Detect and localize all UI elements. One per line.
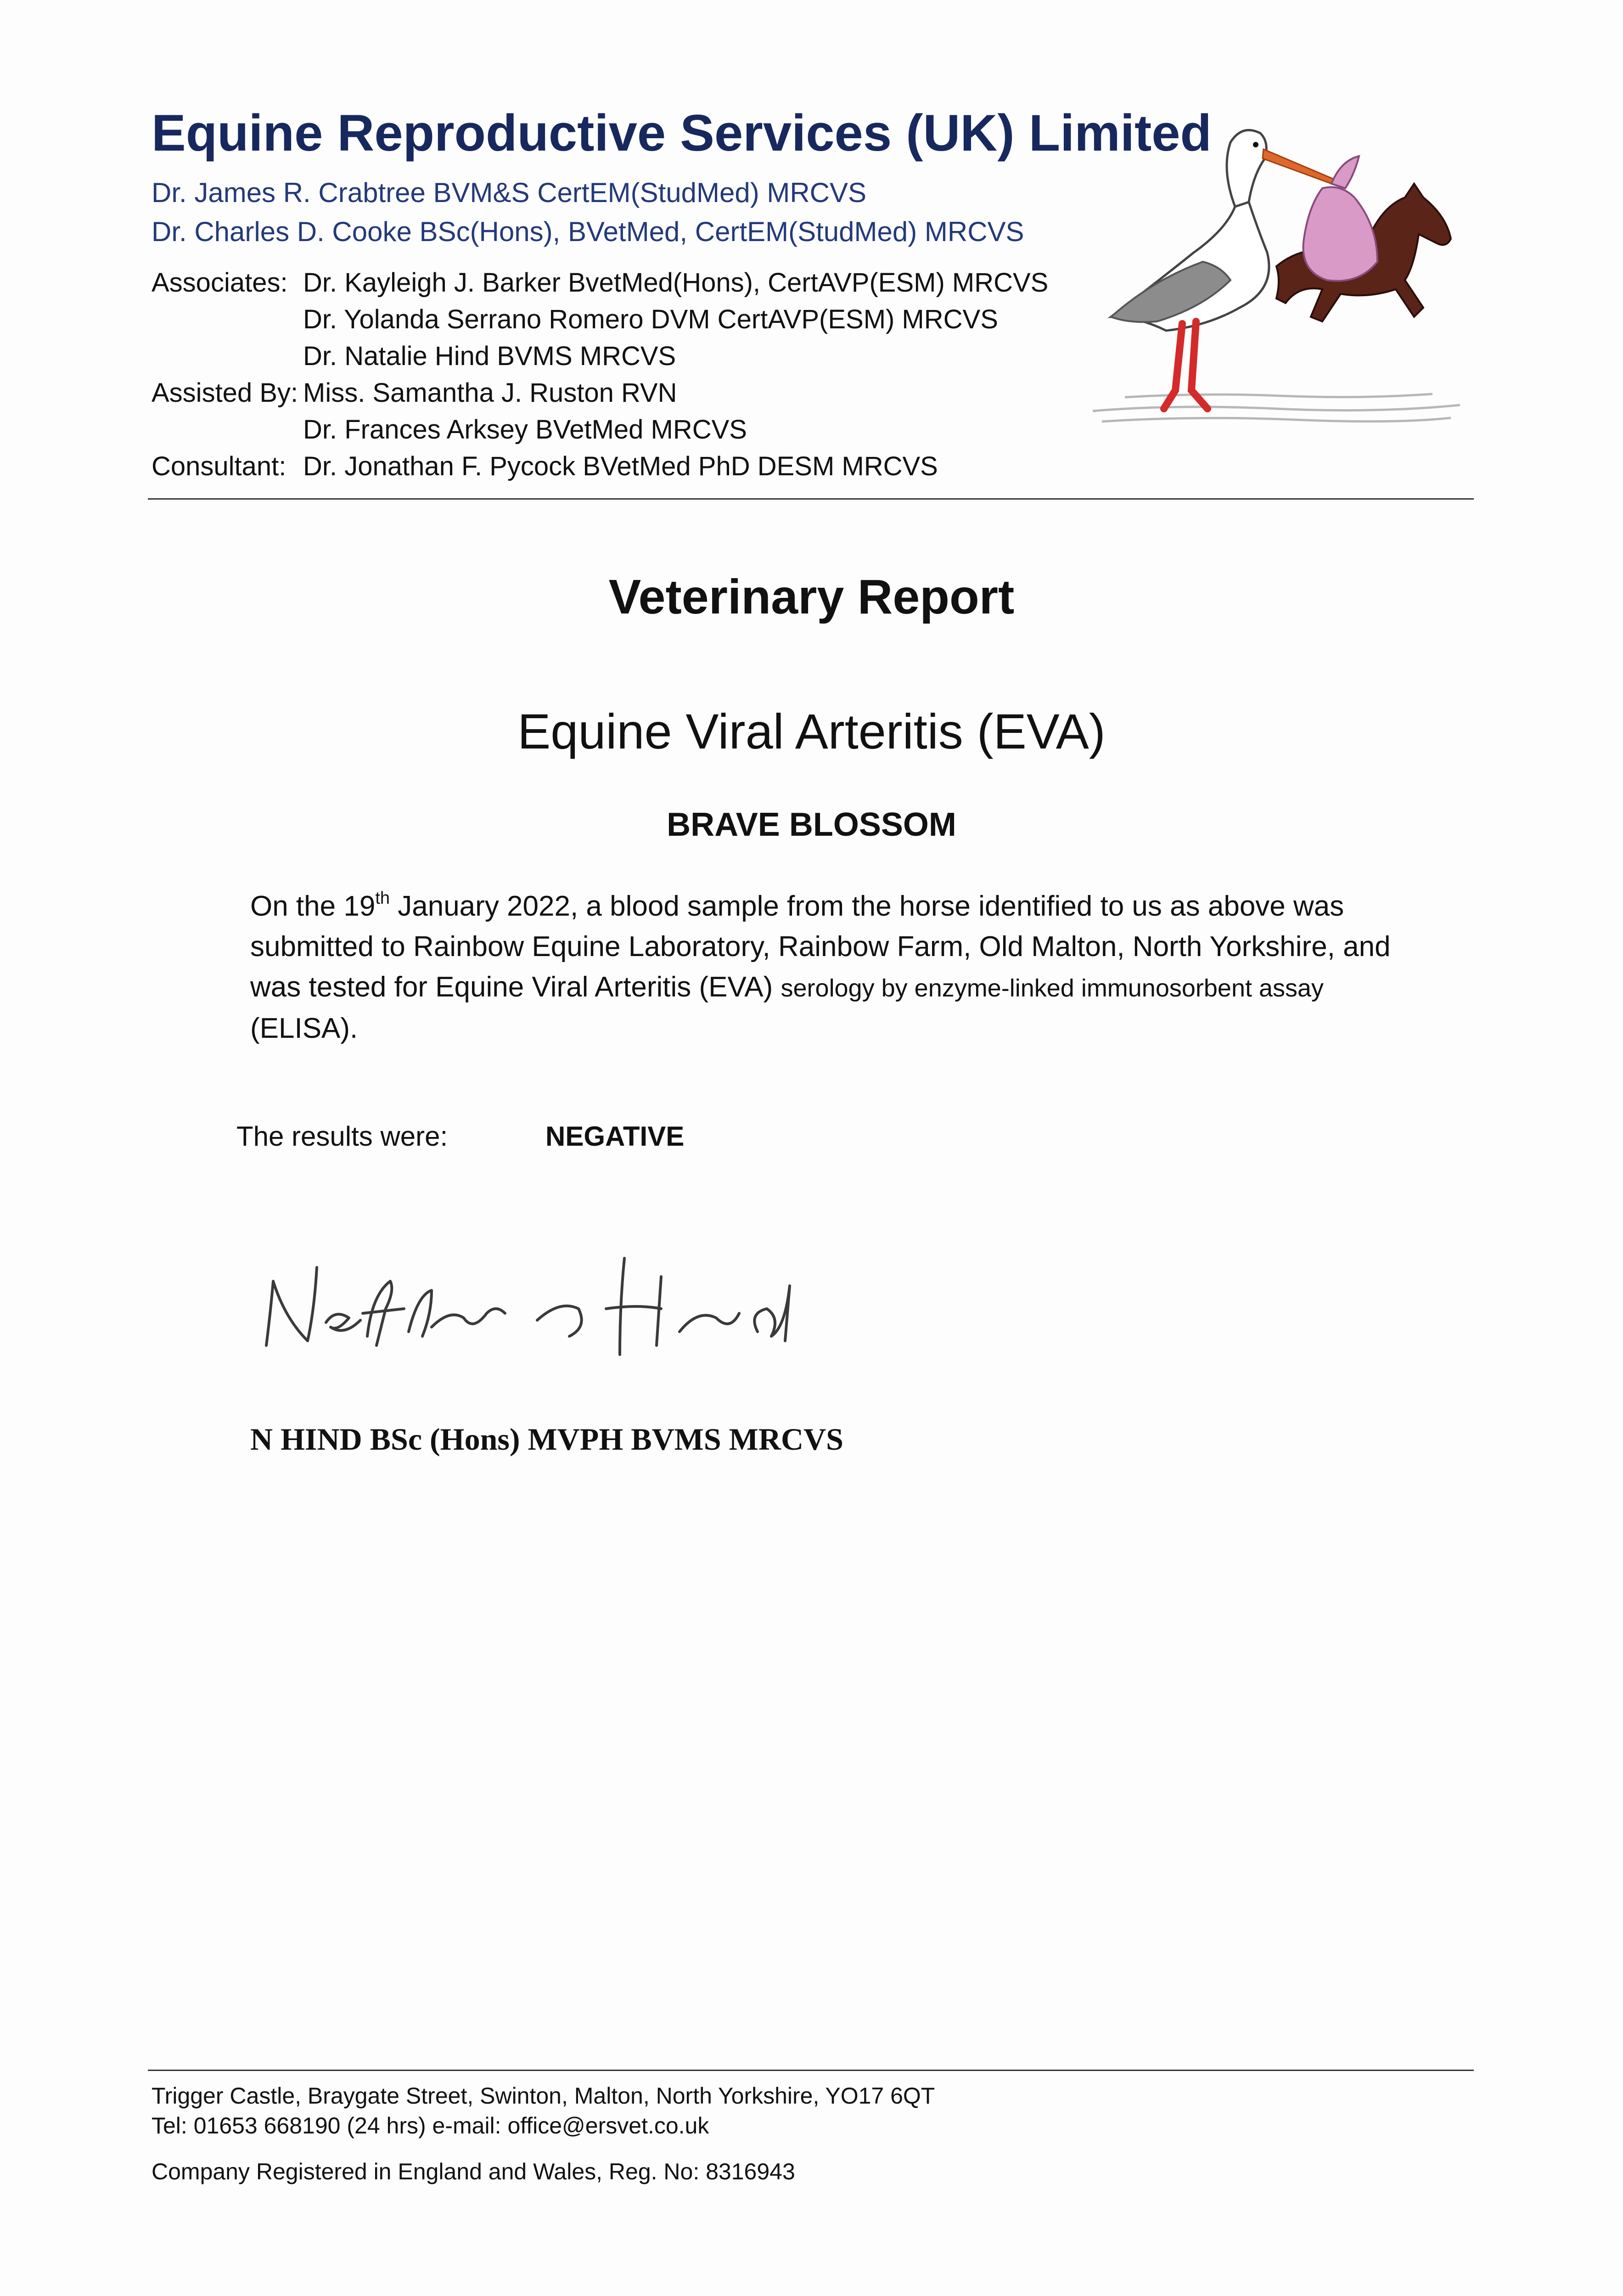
- staff-label-consultant: Consultant:: [152, 451, 286, 481]
- staff-name-6: Dr. Jonathan F. Pycock BVetMed PhD DESM MRCVS: [303, 451, 938, 481]
- staff-label-assisted: Assisted By:: [152, 378, 298, 408]
- staff-name-3: Dr. Natalie Hind BVMS MRCVS: [303, 341, 676, 371]
- footer-contact: Tel: 01653 668190 (24 hrs) e-mail: office@ersvet.co.uk: [152, 2113, 709, 2138]
- paragraph-line-2: submitted to Rainbow Equine Laboratory, Rainbow Farm, Old Malton, North Yorkshire, and: [250, 931, 1391, 962]
- staff-label-associates: Associates:: [152, 268, 288, 298]
- staff-name-5: Dr. Frances Arksey BVetMed MRCVS: [303, 415, 747, 445]
- footer-registration: Company Registered in England and Wales, Reg. No: 8316943: [152, 2159, 795, 2184]
- results-label: The results were:: [236, 1121, 448, 1152]
- report-title: Veterinary Report: [608, 570, 1015, 624]
- stork-carrying-foal-icon: [1084, 115, 1474, 436]
- staff-name-1: Dr. Kayleigh J. Barker BvetMed(Hons), CertAVP(ESM) MRCVS: [303, 268, 1049, 298]
- header-divider: [148, 498, 1474, 500]
- footer-divider: [148, 2070, 1474, 2071]
- company-name: Equine Reproductive Services (UK) Limited: [152, 104, 1212, 162]
- paragraph-line-1: On the 19th January 2022, a blood sample from the horse identified to us as above was: [250, 889, 1344, 922]
- report-subtitle: Equine Viral Arteritis (EVA): [517, 703, 1106, 759]
- signatory-name: N HIND BSc (Hons) MVPH BVMS MRCVS: [250, 1422, 843, 1457]
- paragraph-line-4: (ELISA).: [250, 1013, 358, 1044]
- results-value: NEGATIVE: [545, 1121, 685, 1152]
- vet-line-1: Dr. James R. Crabtree BVM&S CertEM(StudMed) MRCVS: [152, 177, 867, 208]
- report-paragraph: [250, 886, 1490, 1049]
- footer-address: Trigger Castle, Braygate Street, Swinton, Malton, North Yorkshire, YO17 6QT: [152, 2083, 935, 2109]
- paragraph-line-3: was tested for Equine Viral Arteritis (EVA) serology by enzyme-linked immunosorbent assay: [250, 971, 1324, 1003]
- staff-name-4: Miss. Samantha J. Ruston RVN: [303, 378, 677, 408]
- vet-line-2: Dr. Charles D. Cooke BSc(Hons), BVetMed, CertEM(StudMed) MRCVS: [152, 216, 1024, 247]
- staff-name-2: Dr. Yolanda Serrano Romero DVM CertAVP(ESM) MRCVS: [303, 304, 998, 334]
- horse-name: BRAVE BLOSSOM: [667, 806, 956, 843]
- signature-image: [257, 1240, 836, 1368]
